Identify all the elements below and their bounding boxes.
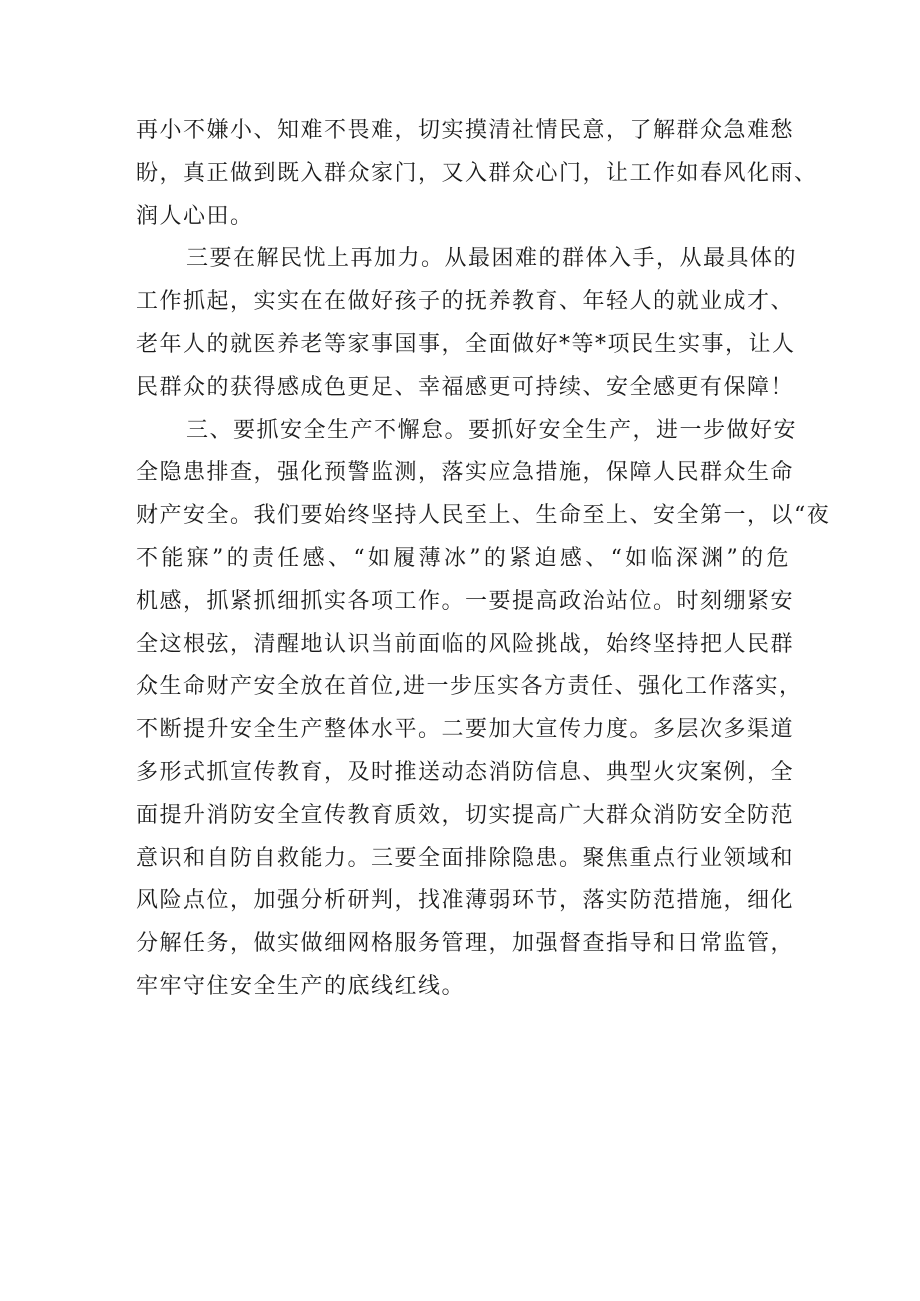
- text-line: 众生命财产安全放在首位,进一步压实各方责任、强化工作落实，: [136, 674, 803, 700]
- text-line: 老年人的就医养老等家事国事，全面做好*等*项民生实事，让人: [136, 331, 796, 357]
- text-line: 分解任务，做实做细网格服务管理，加强督查指导和日常监管，: [136, 931, 795, 957]
- text-line: 风险点位，加强分析研判，找准薄弱环节，落实防范措施，细化: [136, 888, 795, 914]
- document-body: [136, 110, 831, 1009]
- text-line: 多形式抓宣传教育，及时推送动态消防信息、典型火灾案例，全: [136, 759, 795, 785]
- text-line: 面提升消防安全宣传教育质效，切实提高广大群众消防安全防范: [136, 802, 795, 828]
- text-line: 不断提升安全生产整体水平。二要加大宣传力度。多层次多渠道: [136, 717, 795, 743]
- text-line: 润人心田。: [136, 203, 254, 229]
- text-line: 财产安全。我们要始终坚持人民至上、生命至上、安全第一，以“夜: [136, 503, 831, 529]
- text-line: 再小不嫌小、知难不畏难，切实摸清社情民意，了解群众急难愁: [136, 118, 795, 143]
- text-line: 意识和自防自救能力。三要全面排除隐患。聚焦重点行业领域和: [136, 845, 795, 871]
- text-line: 三要在解民忧上再加力。从最困难的群体入手，从最具体的: [186, 246, 798, 272]
- text-line: 牢牢守住安全生产的底线红线。: [136, 973, 466, 999]
- text-line: 全这根弦，清醒地认识当前面临的风险挑战，始终坚持把人民群: [136, 631, 795, 657]
- text-line: 全隐患排查，强化预警监测，落实应急措施，保障人民群众生命: [136, 460, 795, 486]
- text-line: 机感，抓紧抓细抓实各项工作。一要提高政治站位。时刻绷紧安: [136, 588, 795, 614]
- text-line: 民群众的获得感成色更足、幸福感更可持续、安全感更有保障！: [136, 374, 795, 400]
- text-line: 工作抓起，实实在在做好孩子的抚养教育、年轻人的就业成才、: [136, 289, 795, 315]
- text-line: 盼，真正做到既入群众家门，又入群众心门，让工作如春风化雨、: [136, 160, 818, 186]
- text-line: 不能寐”的责任感、“如履薄冰”的紧迫感、“如临深渊”的危: [136, 545, 790, 571]
- text-line: 三、要抓安全生产不懈怠。要抓好安全生产，进一步做好安: [186, 417, 798, 443]
